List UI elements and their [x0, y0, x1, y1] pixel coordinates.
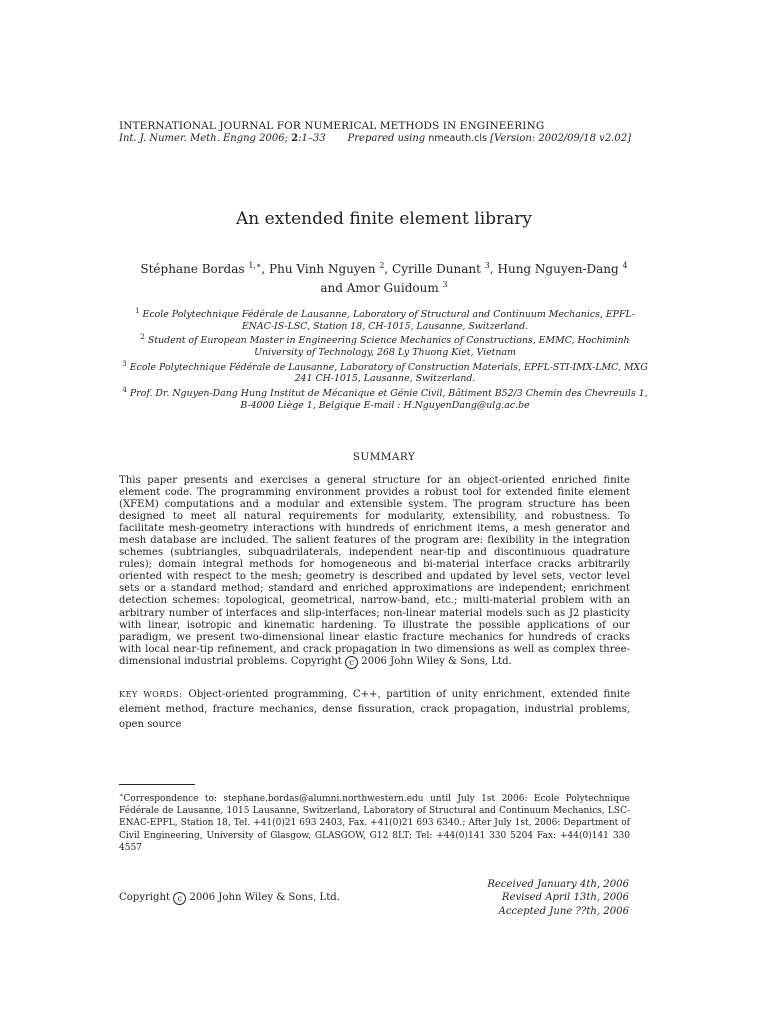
revised-date: Revised April 13th, 2006 — [501, 892, 629, 904]
author-name: Stéphane Bordas — [140, 262, 245, 276]
affiliation-text: Ecole Polytechnique Fédérale de Lausanne, Laboratory of Structural and Continuum Mechanics, EPFL-ENAC-IS-LSC, Station 18, CH-1015, Lausanne, Switzerland. — [142, 309, 635, 332]
author-line-1 — [0, 258, 768, 277]
author-superscript: 2 — [379, 261, 385, 270]
author-list — [0, 258, 768, 296]
correspondence-footnote — [119, 789, 630, 854]
citation-prefix: Int. J. Numer. Meth. Engng 2006; — [119, 133, 292, 144]
copyright-symbol: c — [345, 656, 358, 669]
journal-name: INTERNATIONAL JOURNAL FOR NUMERICAL METHODS IN ENGINEERING — [119, 120, 545, 132]
affiliation-text: Ecole Polytechnique Fédérale de Lausanne, Laboratory of Construction Materials, EPFL-STI-IMX-LMC, MXG 241 CH-1015, Lausanne, Switzerland. — [129, 361, 648, 385]
submission-dates — [430, 878, 629, 918]
affiliation-number: 4 — [122, 385, 127, 394]
affiliation-number: 1 — [135, 307, 140, 315]
author-name: , Phu Vinh Nguyen — [261, 262, 376, 276]
keywords-label: KEY WORDS: — [119, 690, 183, 699]
class-file-name: nmeauth.cls — [428, 133, 487, 144]
volume-number: 2 — [291, 133, 299, 144]
keywords-block — [119, 687, 630, 732]
abstract-text — [119, 475, 630, 669]
affiliation-item — [120, 359, 650, 385]
author-superscript: 4 — [622, 261, 628, 270]
keywords-text: Object-oriented programming, C++, partition of unity enrichment, extended finite element method, fracture mechanics, dense fissuration, crack propagation, industrial problems, open source — [119, 689, 631, 730]
copyright-symbol: c — [173, 892, 186, 905]
author-name: and Amor Guidoum — [320, 281, 439, 295]
affiliation-item — [120, 385, 650, 411]
accepted-date: Accepted June ??th, 2006 — [498, 905, 629, 917]
footnote-text: Correspondence to: stephane.bordas@alumni.northwestern.edu until July 1st 2006: Ecole Polytechnique Fédérale de Lausanne, 1015 Lausanne, Switzerland, Laboratory of Structural and Continuum Mechanics, LSC-ENAC-EPFL, Station 18, Tel. +41(0)21 693 2403, Fax. +41(0)21 693 6340.; After July 1st, 2006: Department of Civil Engineering, University of Glasgow, GLASGOW, G12 8LT; Tel: +44(0)141 330 5204 Fax: +44(0)141 330 4557 — [119, 794, 630, 853]
affiliation-item — [120, 306, 650, 332]
footnote-rule — [119, 784, 195, 785]
author-superscript: 1,∗ — [248, 261, 262, 270]
citation-line — [119, 133, 631, 144]
prepared-using — [348, 133, 631, 144]
affiliation-item — [120, 332, 650, 358]
affiliation-number: 2 — [140, 333, 145, 342]
affiliation-number: 3 — [122, 359, 127, 368]
summary-heading: SUMMARY — [352, 451, 416, 463]
version-info: [Version: 2002/09/18 v2.02] — [486, 133, 631, 144]
author-superscript: 3 — [484, 261, 490, 270]
copyright-prefix: Copyright — [119, 892, 174, 903]
author-line-2 — [0, 277, 768, 296]
prepared-prefix: Prepared using — [347, 133, 429, 144]
abstract-tail: 2006 John Wiley & Sons, Ltd. — [358, 655, 512, 667]
affiliation-text: Student of European Master in Engineering Science Mechanics of Constructions, EMMC, Hochiminh University of Technology, 268 Ly Thuong Kiet, Vietnam — [147, 335, 630, 359]
paper-title: An extended finite element library — [235, 209, 533, 229]
author-name: , Hung Nguyen-Dang — [489, 262, 619, 276]
affiliations — [120, 306, 650, 411]
affiliation-text: Prof. Dr. Nguyen-Dang Hung Institut de Mécanique et Génie Civil, Bâtiment B52/3 Chemin des Chevreuils 1, B-4000 Liège 1, Belgique E-mail : H.NguyenDang@ulg.ac.be — [129, 388, 648, 411]
footer-copyright — [119, 892, 340, 905]
received-date: Received January 4th, 2006 — [487, 879, 629, 890]
abstract-body: This paper presents and exercises a general structure for an object-oriented enriched finite element code. The programming environment provides a robust tool for extended finite element (XFEM) computations and a modular and extensible system. The program structure has been designed to meet all natural requirements for modularity, extensibility, and robustness. To facilitate mesh-geometry interactions with hundreds of enrichment items, a mesh generator and mesh database are included. The salient features of the program are: flexibility in the integration schemes (subtriangles, subquadrilaterals, independent near-tip and discontinuous quadrature rules); domain integral methods for homogeneous and bi-material interface cracks arbitrarily oriented with respect to the mesh; geometry is described and updated by level sets, vector level sets or a standard method; standard and enriched approximations are independent; enrichment detection schemes: topological, geometrical, narrow-band, etc.; multi-material problem with an arbitrary number of interfaces and slip-interfaces; non-linear material models such as J2 plasticity with linear, isotropic and kinematic hardening. To illustrate the possible applications of our paradigm, we present two-dimensional linear elastic fracture mechanics for hundreds of cracks with local near-tip refinement, and crack propagation in two dimensions as well as complex three-dimensional industrial problems. Copyright — [119, 475, 630, 667]
footnote-mark: ∗ — [119, 791, 124, 799]
copyright-suffix: 2006 John Wiley & Sons, Ltd. — [186, 892, 340, 903]
citation-pages: :1–33 — [298, 133, 326, 144]
author-name: , Cyrille Dunant — [384, 262, 481, 276]
author-superscript: 3 — [442, 280, 448, 289]
